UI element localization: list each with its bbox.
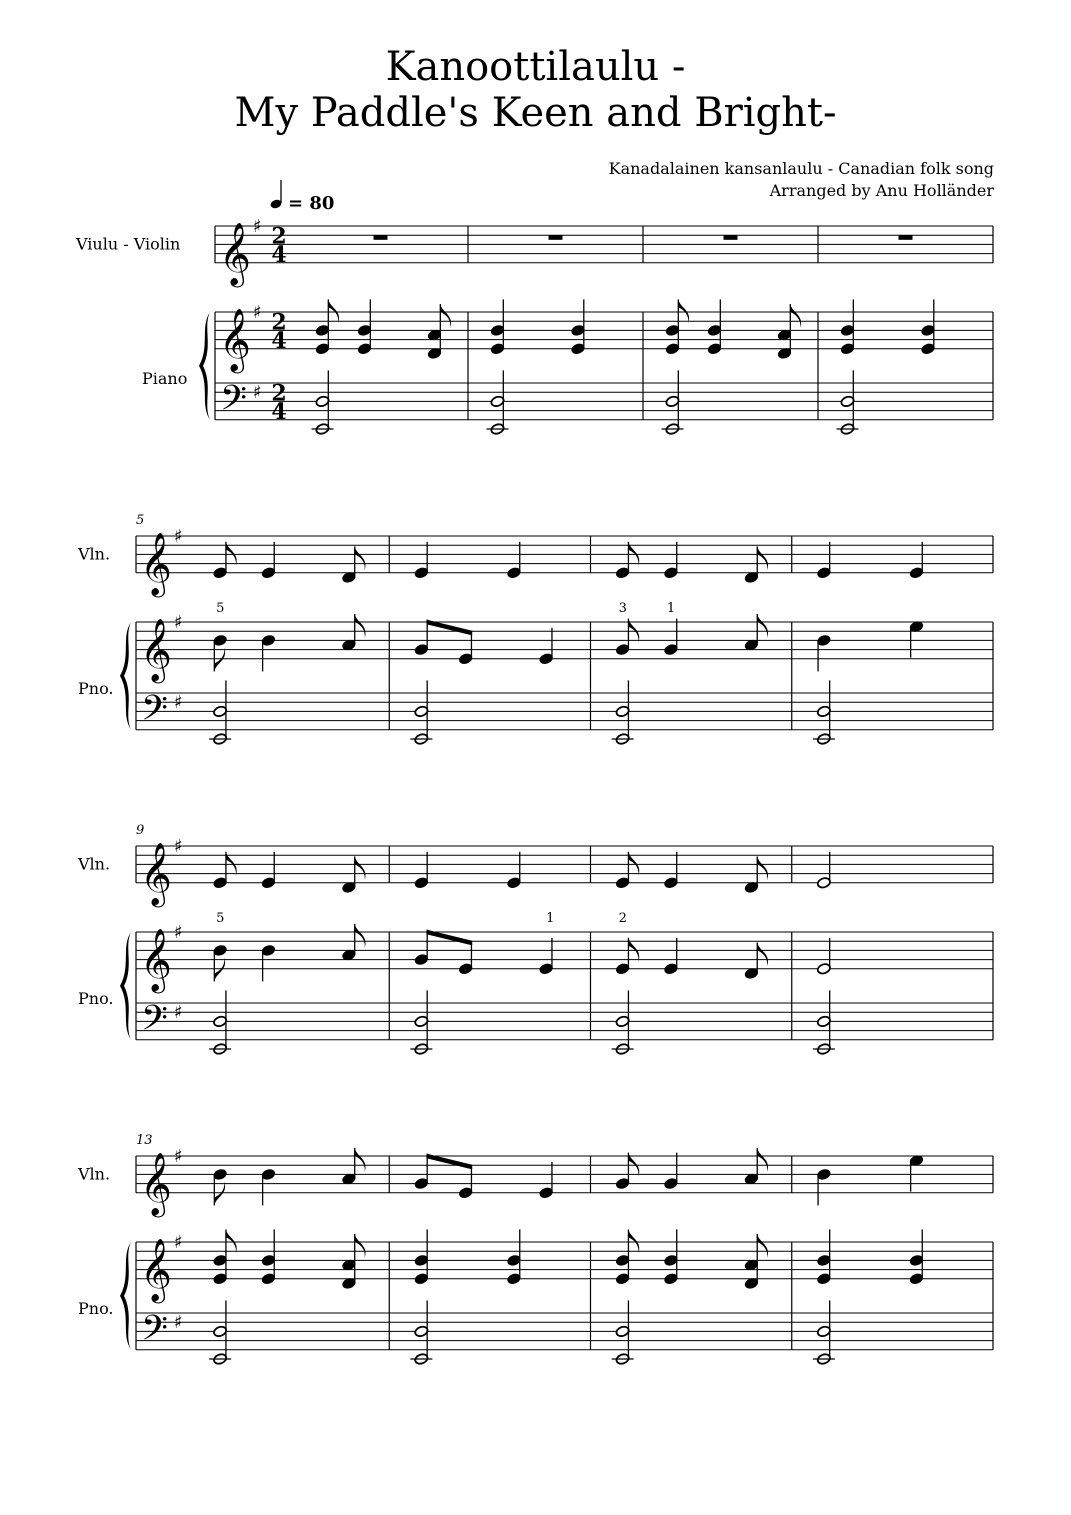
composer-credit: Kanadalainen kansanlaulu - Canadian folk song bbox=[608, 159, 994, 178]
arranger-credit: Arranged by Anu Holländer bbox=[769, 181, 994, 200]
time-signature-denominator: 4 bbox=[271, 398, 287, 425]
fingering-number: 1 bbox=[666, 601, 676, 616]
time-signature-denominator: 4 bbox=[271, 241, 287, 268]
fingering-number: 5 bbox=[216, 601, 225, 616]
key-signature-sharp: ♯ bbox=[253, 302, 262, 323]
key-signature-sharp: ♯ bbox=[174, 612, 183, 633]
treble-clef: 𝄞 bbox=[140, 617, 172, 681]
key-signature-sharp: ♯ bbox=[174, 836, 183, 857]
whole-rest bbox=[724, 235, 738, 240]
eighth-flag bbox=[628, 1229, 639, 1253]
treble-clef: 𝄞 bbox=[219, 221, 251, 285]
title-line-1: Kanoottilaulu - bbox=[385, 44, 686, 90]
eighth-flag bbox=[214, 1181, 225, 1205]
eighth-flag bbox=[355, 856, 366, 880]
eighth-flag bbox=[328, 299, 339, 323]
eighth-flag bbox=[214, 647, 225, 671]
instrument-label-violin: Vln. bbox=[78, 854, 111, 874]
treble-clef: 𝄞 bbox=[140, 1237, 172, 1301]
notes bbox=[209, 235, 935, 1365]
key-signature-sharp: ♯ bbox=[174, 526, 183, 547]
key-signature-sharp: ♯ bbox=[174, 1002, 183, 1024]
fingering-number: 2 bbox=[618, 911, 627, 926]
instrument-label-piano: Pno. bbox=[78, 988, 114, 1008]
eighth-flag bbox=[355, 614, 366, 638]
fingering-number: 5 bbox=[216, 911, 225, 926]
instrument-label-piano: Piano bbox=[142, 368, 188, 388]
eighth-flag bbox=[790, 304, 801, 328]
eighth-flag bbox=[678, 299, 689, 323]
title-line-2: My Paddle's Keen and Bright- bbox=[234, 90, 837, 136]
key-signature-sharp: ♯ bbox=[174, 1312, 183, 1334]
key-signature-sharp: ♯ bbox=[174, 1232, 183, 1253]
instrument-label-violin: Viulu - Violin bbox=[76, 234, 181, 254]
eighth-flag bbox=[757, 856, 768, 880]
measure-number: 9 bbox=[136, 823, 145, 838]
time-signature-numerator: 2 bbox=[271, 223, 287, 250]
eighth-flag bbox=[757, 942, 768, 966]
eighth-flag bbox=[355, 546, 366, 570]
key-signature-sharp: ♯ bbox=[174, 1146, 183, 1167]
whole-rest bbox=[899, 235, 913, 240]
piano-brace bbox=[199, 312, 210, 420]
time-signature-denominator: 4 bbox=[271, 327, 287, 354]
key-signature-sharp: ♯ bbox=[174, 922, 183, 943]
instrument-label-violin: Vln. bbox=[78, 544, 111, 564]
fingering-number: 1 bbox=[546, 911, 555, 926]
treble-clef: 𝄞 bbox=[140, 841, 172, 905]
bass-clef: 𝄢 bbox=[141, 997, 169, 1047]
eighth-flag bbox=[226, 1229, 237, 1253]
treble-clef: 𝄞 bbox=[219, 307, 251, 371]
key-signature-sharp: ♯ bbox=[253, 382, 262, 404]
staff-lines bbox=[136, 226, 993, 1350]
eighth-flag bbox=[355, 924, 366, 948]
eighth-flag bbox=[440, 304, 451, 328]
fingering-number: 3 bbox=[618, 601, 627, 616]
whole-rest bbox=[549, 235, 563, 240]
eighth-flag bbox=[757, 546, 768, 570]
key-signature-sharp: ♯ bbox=[174, 692, 183, 714]
piano-brace bbox=[120, 622, 131, 730]
bass-clef: 𝄢 bbox=[220, 377, 248, 427]
treble-clef: 𝄞 bbox=[140, 1151, 172, 1215]
barlines bbox=[136, 226, 993, 1350]
eighth-flag bbox=[214, 957, 225, 981]
instrument-label-piano: Pno. bbox=[78, 1298, 114, 1318]
score-text bbox=[75, 180, 675, 1318]
piano-brace bbox=[120, 932, 131, 1040]
measure-number: 13 bbox=[136, 1133, 153, 1148]
eighth-flag bbox=[757, 1234, 768, 1258]
piano-brace bbox=[120, 1242, 131, 1350]
treble-clef: 𝄞 bbox=[140, 927, 172, 991]
eighth-flag bbox=[757, 1148, 768, 1172]
key-signature-sharp: ♯ bbox=[253, 216, 262, 237]
treble-clef: 𝄞 bbox=[140, 531, 172, 595]
bass-clef: 𝄢 bbox=[141, 1307, 169, 1357]
eighth-flag bbox=[355, 1148, 366, 1172]
instrument-label-piano: Pno. bbox=[78, 678, 114, 698]
bass-clef: 𝄢 bbox=[141, 687, 169, 737]
eighth-flag bbox=[355, 1234, 366, 1258]
measure-number: 5 bbox=[136, 513, 145, 528]
tempo-marking: = 80 bbox=[288, 193, 335, 214]
time-signature-numerator: 2 bbox=[271, 309, 287, 336]
eighth-flag bbox=[757, 614, 768, 638]
instrument-label-violin: Vln. bbox=[78, 1164, 111, 1184]
whole-rest bbox=[374, 235, 388, 240]
time-signature-numerator: 2 bbox=[271, 380, 287, 407]
